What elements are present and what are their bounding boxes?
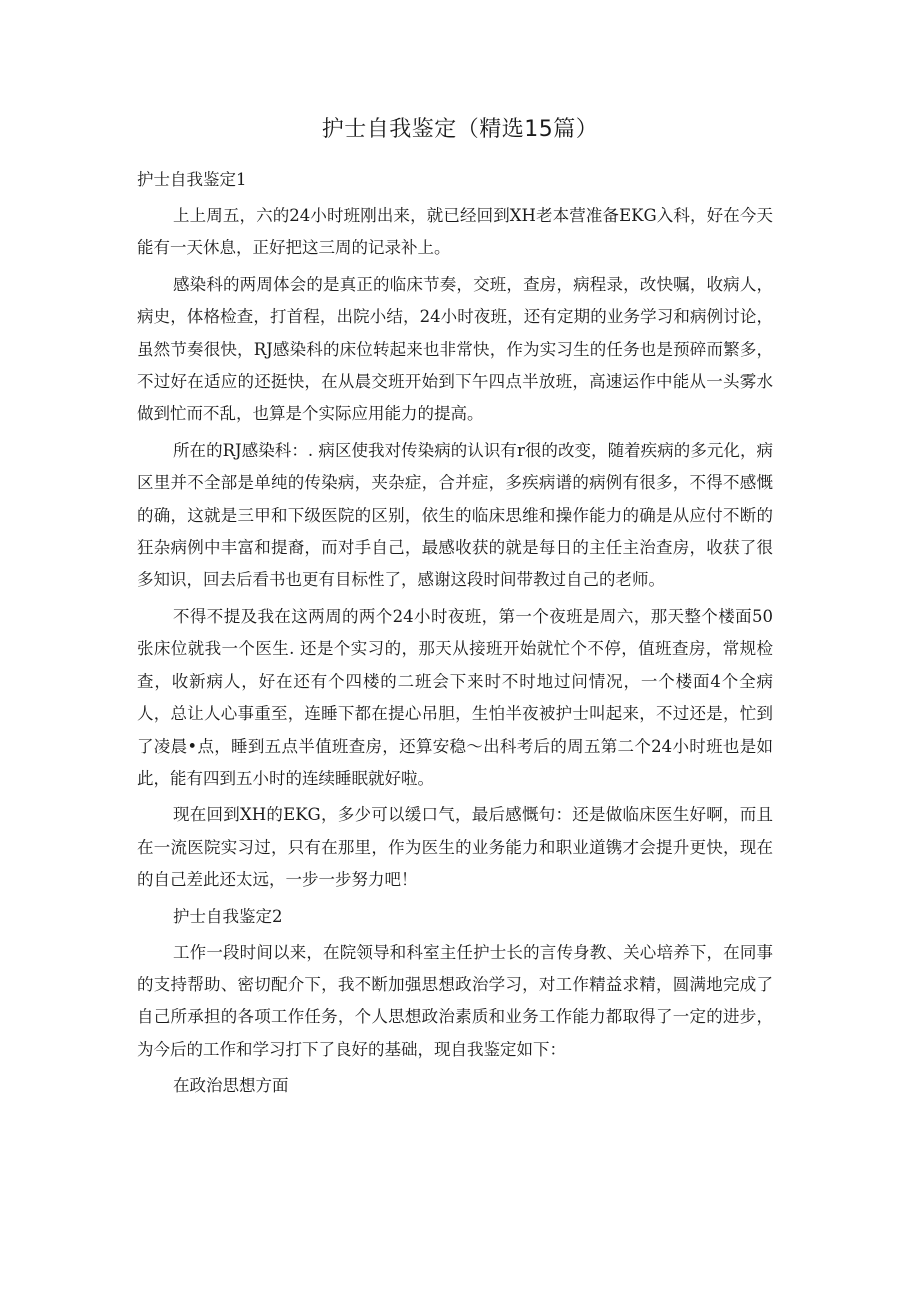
paragraph: 工作一段时间以来，在院领导和科室主任护士长的言传身教、关心培养下，在同事的支持帮助、密切配介下，我不断加强思想政治学习，对工作精益求精，圆满地完成了自己所承担的各项工作任务，个人思想政治素质和业务工作能力都取得了一定的进步，为今后的工作和学习打下了良好的基础，现自我鉴定如下： [137, 942, 773, 1059]
paragraph: 所在的RJ感染科：. 病区使我对传染病的认识有r很的改变，随着疾病的多元化，病区里并不全部是单纯的传染病，夹杂症，合并症，多疾病谱的病例有很多，不得不感慨的确，这就是三甲和下级医院的区别，依生的临床思维和操作能力的确是从应付不断的狂杂病例中丰富和提裔，而对手自己，最感收获的就是每日的主任主治查房，收获了很多知识，回去后看书也更有目标性了，感谢这段时间带教过自己的老师。 [137, 440, 773, 590]
paragraph: 感染科的两周体会的是真正的临床节奏，交班，查房，病程录，改快嘱，收病人，病史，体格检查，打首程，出院小结，24小时夜班，还有定期的业务学习和病例讨论，虽然节奏很快，RJ感染科的床位转起来也非常快，作为实习生的任务也是预碎而繁多，不过好在适应的还挺快，在从晨交班开始到下午四点半放班，高速运作中能从一头雾水做到忙而不乱，也算是个实际应用能力的提高。 [137, 274, 773, 424]
paragraph: 现在回到XH的EKG，多少可以缓口气，最后感慨句：还是做临床医生好啊，而且在一流医院实习过，只有在那里，作为医生的业务能力和职业道镌才会提升更快，现在的自己差此还太远，一步一步努力吧！ [137, 805, 773, 890]
section-heading-2: 护士自我鉴定2 [173, 906, 283, 926]
paragraph: 不得不提及我在这两周的两个24小时夜班，第一个夜班是周六，那天整个楼面50张床位就我一个医生. 还是个实习的，那天从接班开始就忙个不停，值班查房，常规检查，收新病人，好在还有个四楼的二班会下来时不时地过问情况，一个楼面4个全病人，总让人心事重至，连睡下都在提心吊胆，生怕半夜被护士叫起来，不过还是，忙到了凌晨•点，睡到五点半值班查房，还算安稳～出科考后的周五第二个24小时班也是如此，能有四到五小时的连续睡眠就好啦。 [137, 606, 773, 788]
subheading: 在政治思想方面 [173, 1076, 289, 1096]
paragraph: 上上周五，六的24小时班刚出来，就已经回到XH老本营准备EKG入科，好在今天能有一天休息，正好把这三周的记录补上。 [137, 206, 773, 258]
document-body [137, 164, 773, 1102]
section-heading-1: 护士自我鉴定1 [137, 170, 247, 189]
document-title: 护士自我鉴定（精选15篇） [321, 117, 599, 142]
